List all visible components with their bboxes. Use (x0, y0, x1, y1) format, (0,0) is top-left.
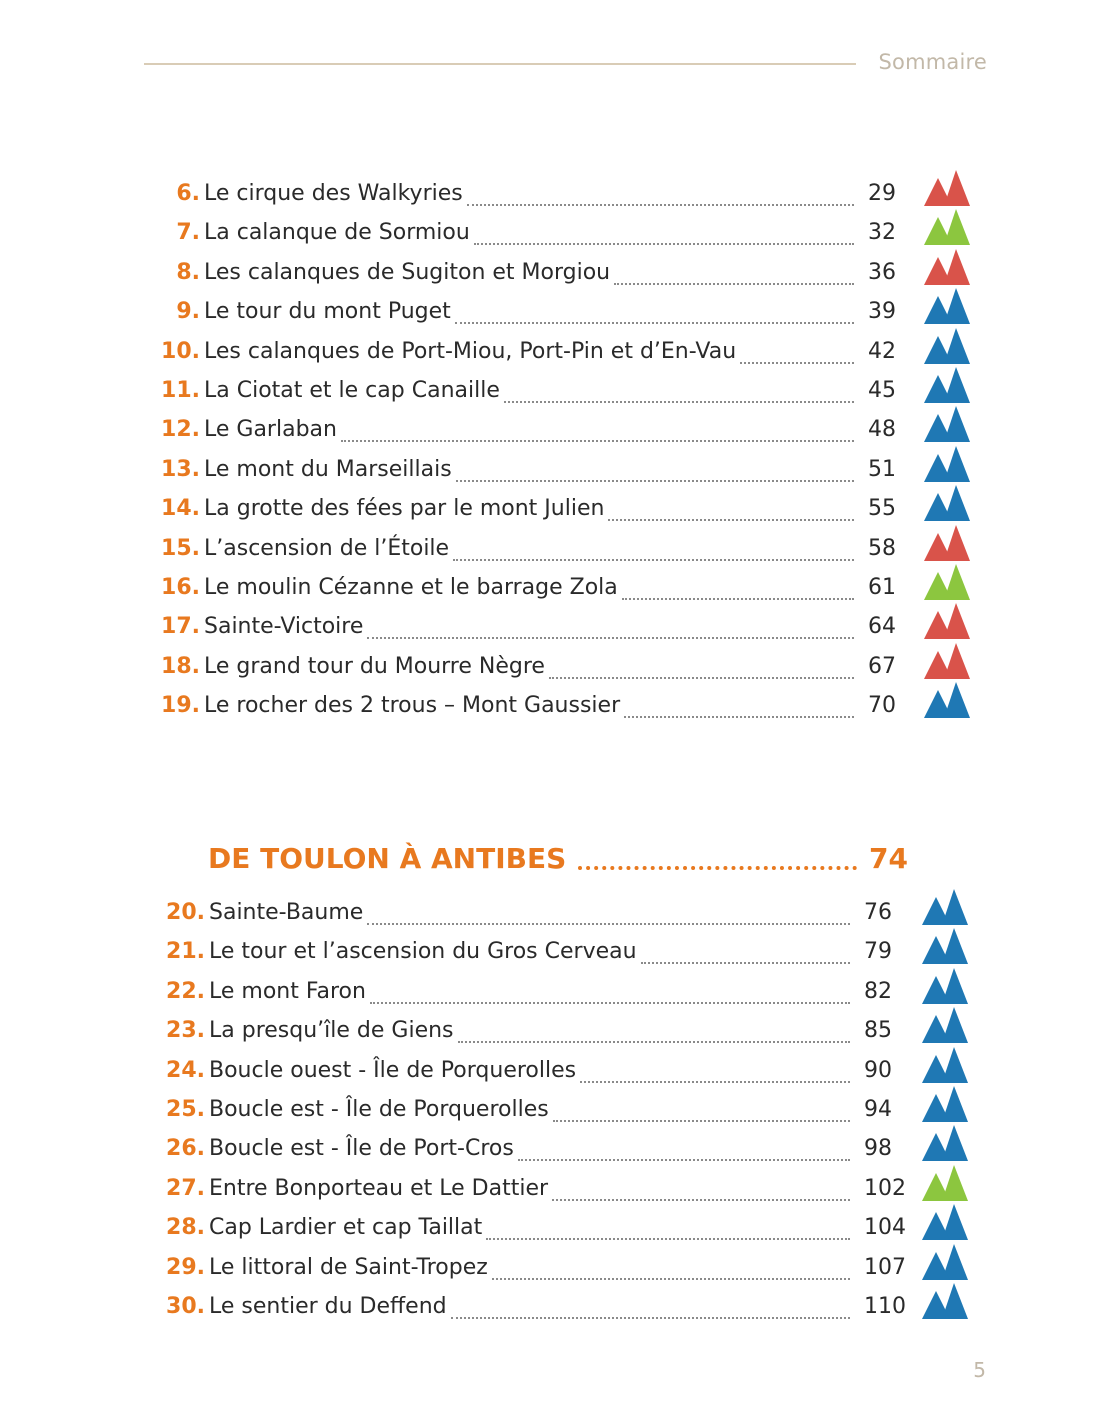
mountain-icon (922, 889, 968, 925)
toc-entry-page: 79 (864, 939, 892, 965)
toc-entry-page: 58 (868, 535, 896, 561)
toc-entry[interactable] (154, 174, 908, 214)
toc-entry[interactable] (154, 529, 908, 569)
mountain-icon (922, 928, 968, 964)
toc-entry[interactable] (154, 568, 908, 608)
toc-entry-page: 76 (864, 900, 892, 925)
toc-entry[interactable] (154, 489, 908, 529)
toc-entry-page: 29 (868, 181, 896, 206)
dot-leader (453, 559, 854, 561)
toc-entry-page: 36 (868, 259, 896, 285)
mountain-icon (924, 485, 970, 521)
running-header: Sommaire (878, 50, 987, 74)
toc-entry-title: La presqu’île de Giens (209, 1018, 454, 1044)
mountain-icon (924, 603, 970, 639)
mountain-icon (922, 1244, 968, 1280)
mountain-icon (924, 446, 970, 482)
section-heading[interactable] (208, 836, 908, 880)
toc-entry-page: 55 (868, 496, 896, 522)
page-number: 5 (973, 1358, 986, 1382)
toc-entry-number: 18. (161, 653, 200, 679)
toc-entry-title: Entre Bonporteau et Le Dattier (209, 1175, 549, 1201)
mountain-icon (922, 968, 968, 1004)
toc-entry-page: 51 (868, 456, 896, 482)
toc-entry-number: 20. (166, 900, 205, 925)
toc-entry-page: 104 (864, 1215, 906, 1241)
toc-entry-number: 21. (166, 939, 205, 965)
dot-leader (624, 716, 854, 718)
toc-entry-number: 13. (161, 456, 200, 482)
toc-entry-number: 14. (161, 496, 200, 522)
toc-entry-number: 23. (166, 1018, 205, 1044)
toc-entry[interactable] (159, 1051, 908, 1091)
dot-leader (458, 1041, 850, 1043)
mountain-icon (924, 643, 970, 679)
dot-leader (467, 204, 854, 206)
toc-entry-title: Boucle ouest - Île de Porquerolles (209, 1057, 577, 1083)
dot-leader (486, 1238, 850, 1240)
toc-entry[interactable] (159, 893, 908, 933)
toc-entry-title: Boucle est - Île de Port-Cros (209, 1136, 514, 1162)
mountain-icon (922, 1204, 968, 1240)
toc-entry-page: 85 (864, 1018, 892, 1044)
toc-entry[interactable] (154, 371, 908, 411)
dot-leader (370, 1002, 850, 1004)
toc-entry-title: Sainte-Baume (209, 900, 364, 925)
toc-entry-page: 94 (864, 1097, 892, 1122)
dot-leader (608, 519, 854, 521)
dot-leader (614, 283, 854, 285)
mountain-icon (922, 1007, 968, 1043)
toc-entry-title: L’ascension de l’Étoile (204, 535, 450, 561)
toc-entry-page: 98 (864, 1136, 892, 1162)
dot-leader (474, 243, 854, 245)
toc-entry-number: 10. (161, 338, 200, 364)
toc-entry[interactable] (154, 647, 908, 687)
toc-entry-number: 24. (166, 1057, 205, 1083)
dot-leader (553, 1120, 850, 1122)
toc-entry-number: 29. (166, 1254, 205, 1280)
dot-leader (451, 1317, 850, 1319)
dot-leader (367, 637, 854, 639)
mountain-icon (924, 249, 970, 285)
toc-entry[interactable] (159, 1248, 908, 1288)
mountain-icon (924, 525, 970, 561)
toc-entry-number: 15. (161, 535, 200, 561)
toc-entry-number: 8. (176, 259, 200, 285)
toc-entry-page: 70 (868, 693, 896, 719)
dot-leader (504, 401, 854, 403)
section-heading-title: DE TOULON À ANTIBES (208, 841, 567, 875)
toc-entry-number: 27. (166, 1175, 205, 1201)
mountain-icon (924, 209, 970, 245)
toc-entry-page: 64 (868, 614, 896, 640)
mountain-icon (922, 1125, 968, 1161)
header-rule (144, 63, 856, 65)
toc-entry-page: 32 (868, 220, 896, 246)
mountain-icon (922, 1165, 968, 1201)
toc-entry-title: Le mont du Marseillais (204, 456, 452, 482)
toc-entry-title: La grotte des fées par le mont Julien (204, 496, 605, 522)
toc-entry-number: 17. (161, 614, 200, 640)
toc-entry[interactable] (154, 410, 908, 450)
toc-entry-page: 110 (864, 1294, 906, 1319)
toc-entry[interactable] (159, 1287, 908, 1327)
mountain-icon (922, 1283, 968, 1319)
toc-entry-page: 61 (868, 575, 896, 600)
toc-entry-title: Le tour du mont Puget (204, 299, 451, 325)
toc-entry-number: 28. (166, 1215, 205, 1241)
toc-entry-page: 82 (864, 978, 892, 1004)
mountain-icon (922, 1047, 968, 1083)
toc-entry-title: Le tour et l’ascension du Gros Cerveau (209, 939, 637, 965)
toc-entry-number: 11. (161, 378, 200, 403)
toc-entry-title: Le Garlaban (204, 417, 337, 443)
toc-entry-number: 12. (161, 417, 200, 443)
dot-leader (641, 962, 850, 964)
toc-entry[interactable] (154, 332, 908, 372)
toc-entry-title: Cap Lardier et cap Taillat (209, 1215, 483, 1241)
dot-leader (549, 677, 854, 679)
dot-leader (367, 923, 850, 925)
toc-entry[interactable] (159, 1169, 908, 1209)
mountain-icon (924, 564, 970, 600)
section-heading-leader (578, 866, 857, 870)
toc-entry-page: 39 (868, 299, 896, 325)
toc-entry-number: 22. (166, 978, 205, 1004)
toc-entry-number: 9. (176, 299, 200, 325)
dot-leader (580, 1081, 850, 1083)
toc-entry-page: 45 (868, 378, 896, 403)
toc-entry-title: La Ciotat et le cap Canaille (204, 378, 500, 403)
dot-leader (492, 1278, 850, 1280)
dot-leader (622, 598, 854, 600)
mountain-icon (924, 170, 970, 206)
toc-entry-number: 7. (176, 220, 200, 246)
toc-entry-number: 19. (161, 693, 200, 719)
toc-entry[interactable] (159, 932, 908, 972)
dot-leader (456, 480, 854, 482)
mountain-icon (924, 682, 970, 718)
toc-entry[interactable] (159, 1129, 908, 1169)
toc-entry-title: La calanque de Sormiou (204, 220, 470, 246)
toc-entry[interactable] (154, 607, 908, 647)
toc-entry[interactable] (154, 213, 908, 253)
mountain-icon (924, 328, 970, 364)
toc-entry-page: 48 (868, 417, 896, 443)
toc-entry-title: Le littoral de Saint-Tropez (209, 1254, 488, 1280)
toc-entry-page: 90 (864, 1057, 892, 1083)
toc-entry[interactable] (159, 972, 908, 1012)
toc-entry-page: 102 (864, 1175, 906, 1201)
toc-entry-number: 30. (166, 1294, 205, 1319)
toc-entry-title: Le rocher des 2 trous – Mont Gaussier (204, 693, 621, 719)
dot-leader (740, 362, 854, 364)
toc-entry-page: 107 (864, 1254, 906, 1280)
toc-entry-page: 67 (868, 653, 896, 679)
toc-entry[interactable] (154, 292, 908, 332)
toc-entry[interactable] (154, 450, 908, 490)
dot-leader (455, 322, 854, 324)
toc-entry-title: Les calanques de Sugiton et Morgiou (204, 259, 611, 285)
section-heading-page: 74 (869, 841, 908, 875)
toc-entry[interactable] (154, 253, 908, 293)
toc-entry-title: Les calanques de Port-Miou, Port-Pin et d’En-Vau (204, 338, 737, 364)
mountain-icon (922, 1086, 968, 1122)
toc-entry[interactable] (159, 1208, 908, 1248)
toc-entry-number: 26. (166, 1136, 205, 1162)
toc-entry-number: 6. (176, 181, 200, 206)
toc-entry-number: 25. (166, 1097, 205, 1122)
toc-entry[interactable] (159, 1011, 908, 1051)
toc-entry-title: Boucle est - Île de Porquerolles (209, 1097, 549, 1122)
mountain-icon (924, 406, 970, 442)
dot-leader (518, 1159, 850, 1161)
toc-entry[interactable] (154, 686, 908, 726)
toc-entry-title: Le cirque des Walkyries (204, 181, 463, 206)
dot-leader (552, 1199, 850, 1201)
toc-entry-title: Le sentier du Deffend (209, 1294, 447, 1319)
toc-entry-title: Le mont Faron (209, 978, 366, 1004)
toc-entry-title: Le grand tour du Mourre Nègre (204, 653, 545, 679)
toc-entry-title: Le moulin Cézanne et le barrage Zola (204, 575, 618, 600)
mountain-icon (924, 367, 970, 403)
dot-leader (341, 440, 854, 442)
toc-entry[interactable] (159, 1090, 908, 1130)
toc-entry-page: 42 (868, 338, 896, 364)
toc-entry-title: Sainte-Victoire (204, 614, 364, 640)
mountain-icon (924, 288, 970, 324)
toc-entry-number: 16. (161, 575, 200, 600)
